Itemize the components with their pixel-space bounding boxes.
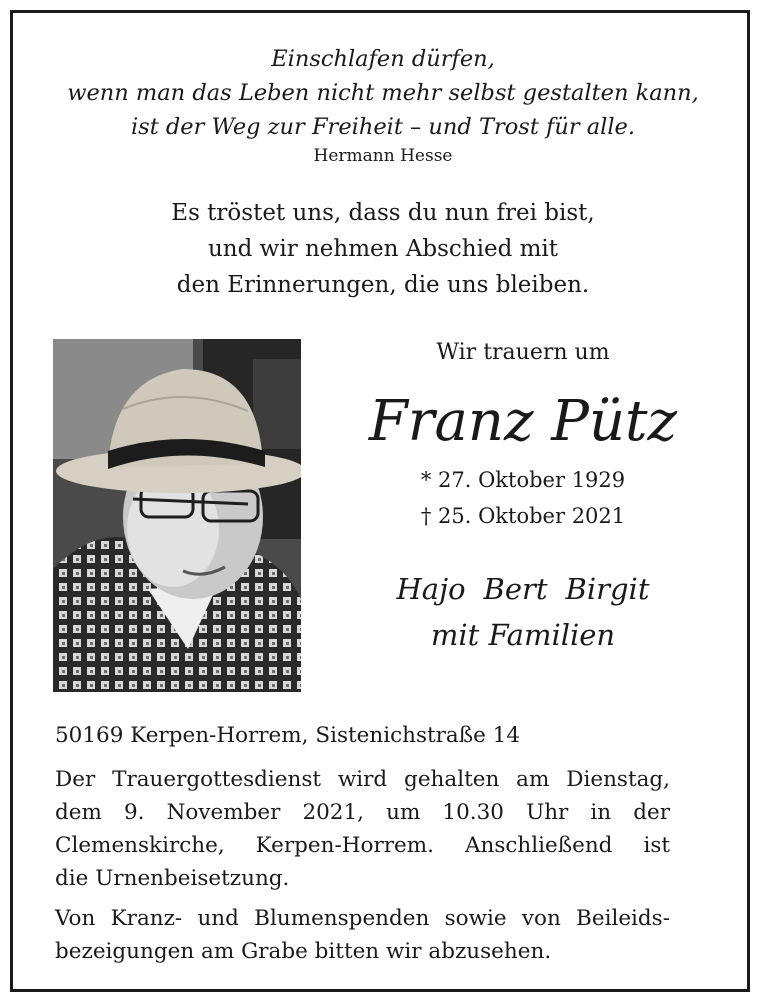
comfort-text	[0, 195, 766, 303]
mourning-intro: Wir trauern um	[436, 340, 610, 365]
family-name: Bert	[483, 572, 548, 606]
request-line: Von Kranz- und Blumenspenden sowie von Beileids-	[55, 906, 670, 931]
portrait-illustration	[53, 339, 301, 692]
death-date: † 25. Oktober 2021	[420, 504, 626, 528]
family-names	[340, 566, 706, 612]
service-notice	[55, 763, 670, 895]
comfort-line: und wir nehmen Abschied mit	[207, 236, 559, 262]
comfort-line: Es tröstet uns, dass du nun frei bist,	[171, 200, 595, 226]
address: 50169 Kerpen-Horrem, Sistenichstraße 14	[55, 723, 521, 748]
quote-line: ist der Weg zur Freiheit – und Trost für alle.	[130, 114, 636, 140]
donation-request	[55, 902, 670, 968]
family-name: Hajo	[396, 572, 466, 606]
deceased-name: Franz Pütz	[368, 389, 678, 454]
family-suffix: mit Familien	[430, 618, 616, 652]
service-line: die Urnenbeisetzung.	[55, 866, 290, 891]
service-line: Der Trauergottesdienst wird gehalten am Dienstag,	[55, 767, 670, 792]
quote-line: Einschlafen dürfen,	[271, 46, 495, 72]
life-dates	[340, 462, 706, 534]
portrait-photo	[53, 339, 301, 692]
comfort-line: den Erinnerungen, die uns bleiben.	[176, 272, 590, 298]
quote-author: Hermann Hesse	[313, 146, 453, 166]
service-line: Clemenskirche, Kerpen-Horrem. Anschließend ist	[55, 833, 670, 858]
quote-line: wenn man das Leben nicht mehr selbst gestalten kann,	[67, 80, 699, 106]
family-signature	[340, 566, 706, 658]
birth-date: * 27. Oktober 1929	[420, 468, 626, 492]
service-line: dem 9. November 2021, um 10.30 Uhr in der	[55, 800, 670, 825]
family-name: Birgit	[565, 572, 650, 606]
quote	[0, 42, 766, 144]
request-line: bezeigungen am Grabe bitten wir abzusehen.	[55, 939, 552, 964]
